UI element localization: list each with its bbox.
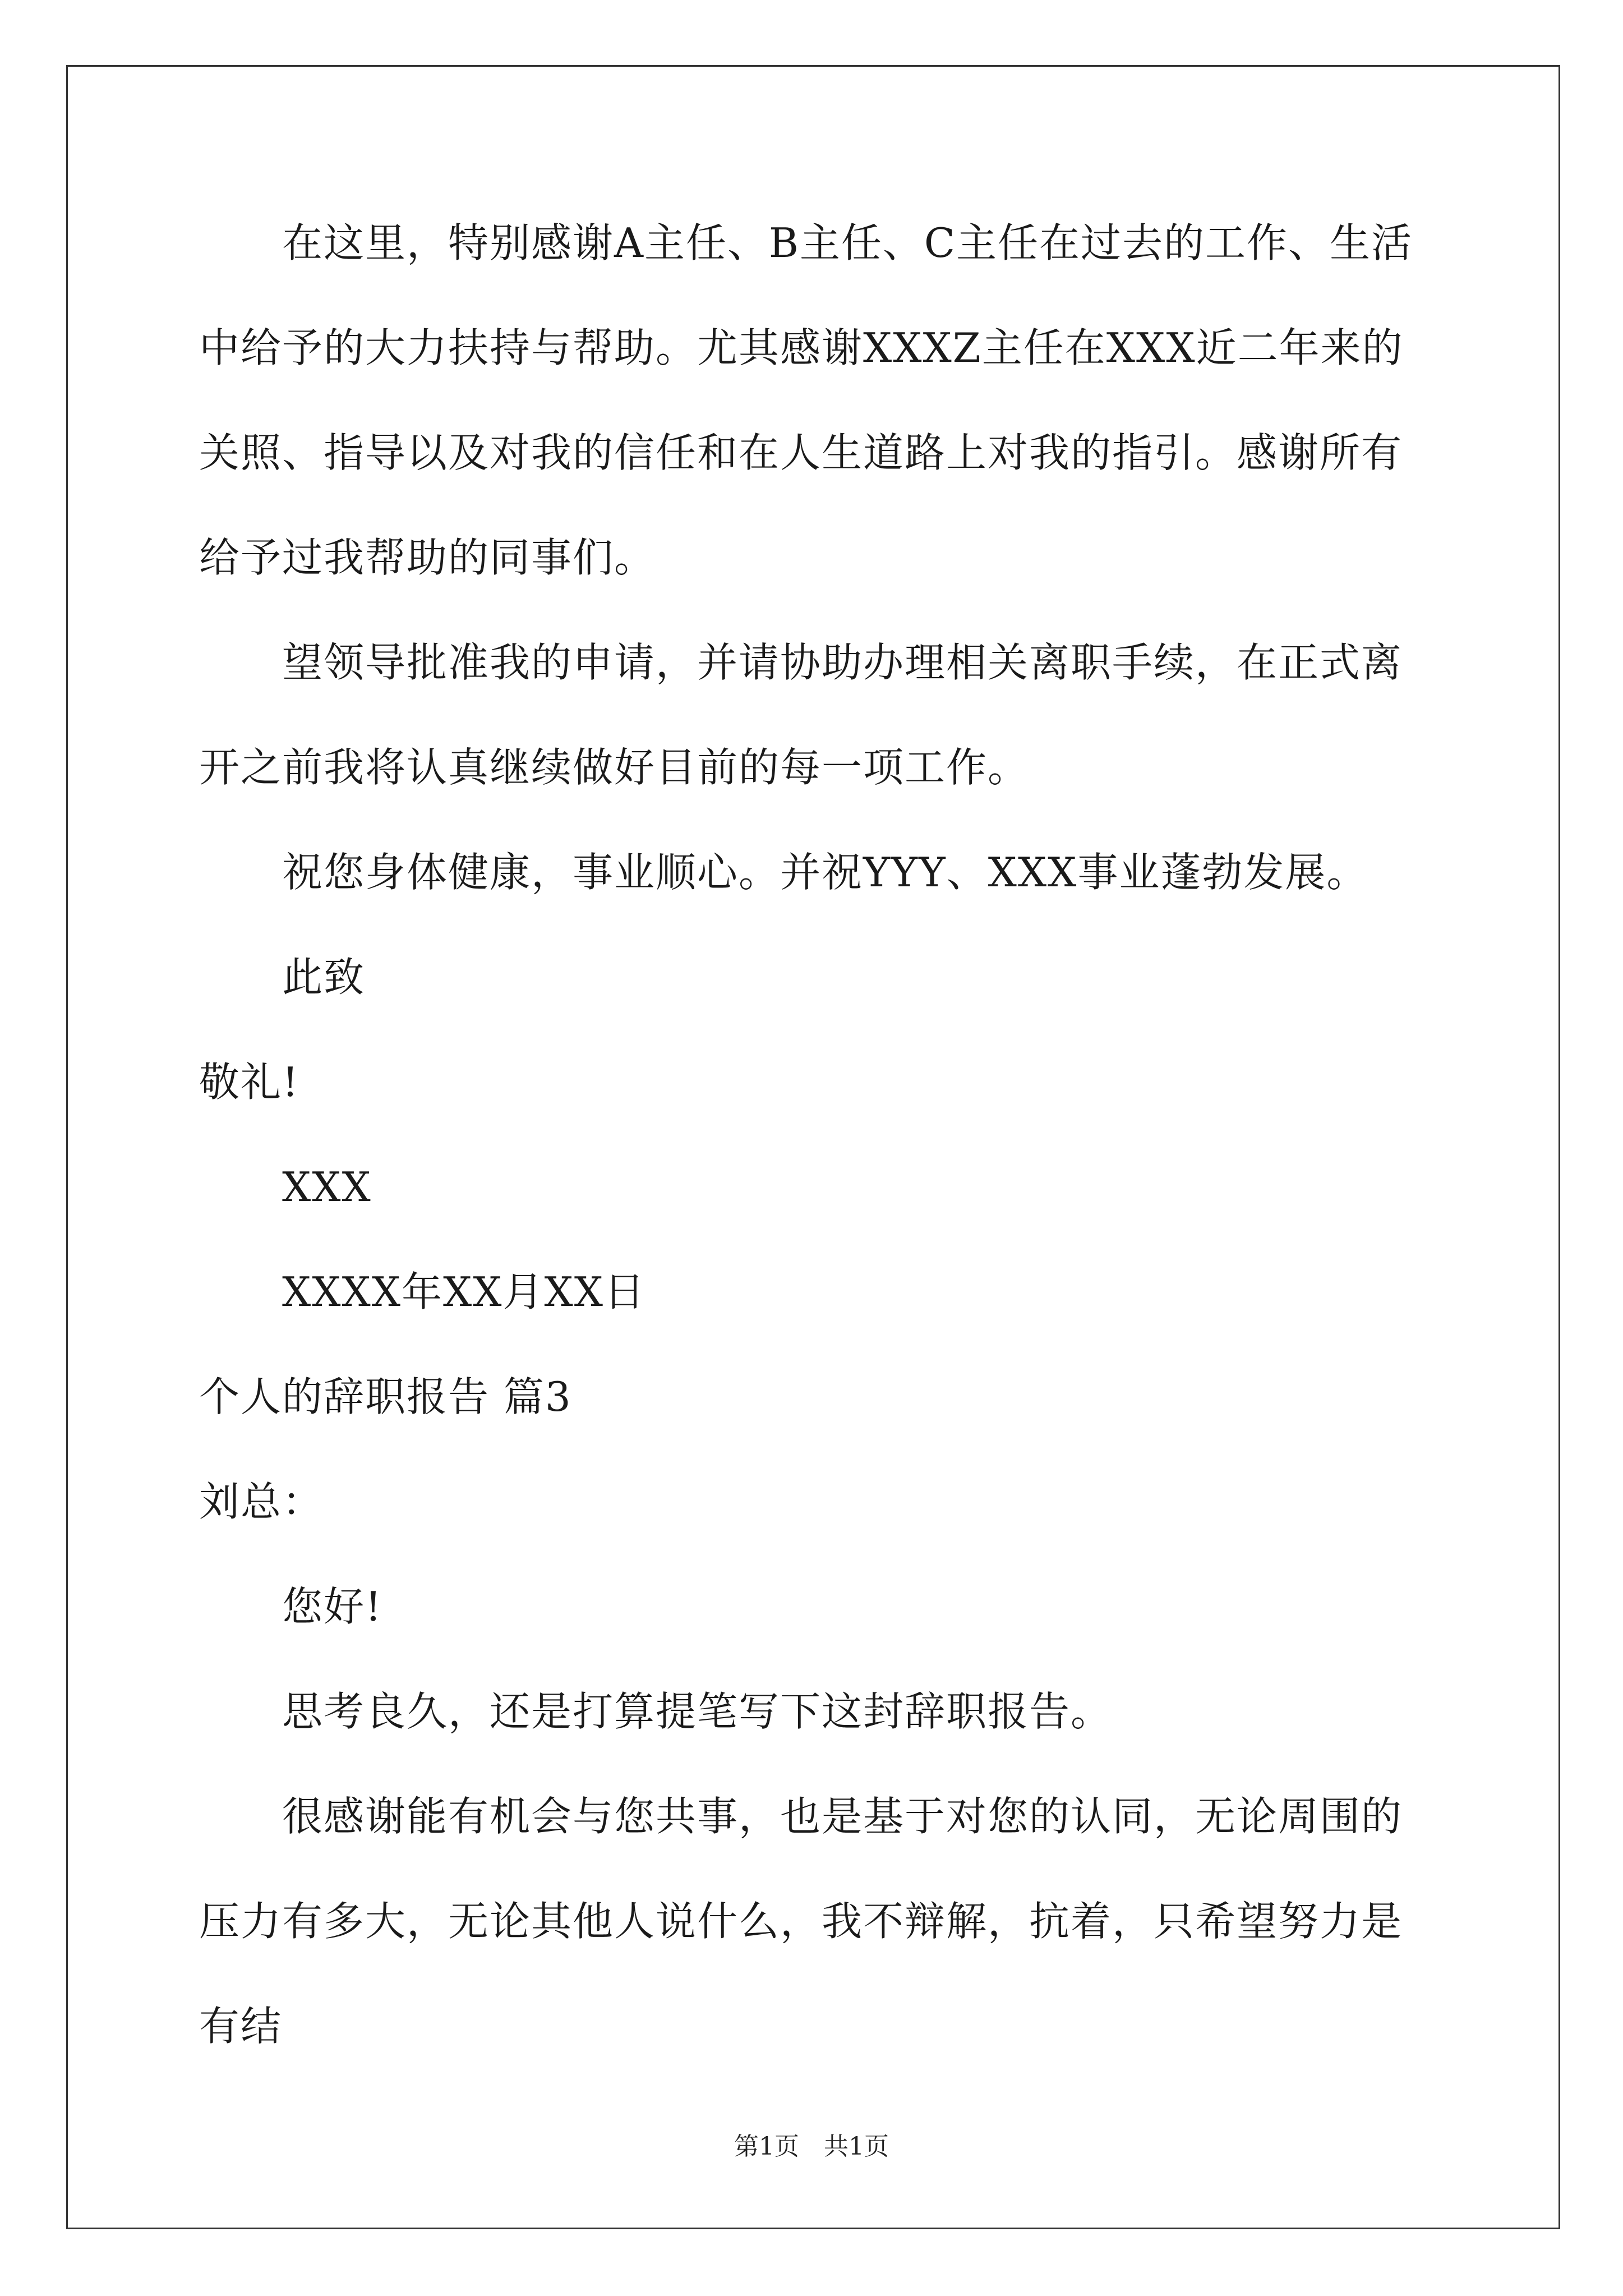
section-title: 个人的辞职报告 篇3 xyxy=(199,1373,572,1420)
paragraph-intro: 思考良久，还是打算提笔写下这封辞职报告。 xyxy=(282,1688,1113,1735)
document-body xyxy=(199,191,1427,2079)
paragraph-thanks: 在这里，特别感谢A主任、B主任、C主任在过去的工作、生活中给予的大力扶持与帮助。尤其感谢XXXZ主任在XXX近二年来的关照、指导以及对我的信任和在人生道路上对我的指引。感谢所有给予过我帮助的同事们。 xyxy=(199,219,1413,581)
paragraph-gratitude: 很感谢能有机会与您共事，也是基于对您的认同，无论周围的压力有多大，无论其他人说什么，我不辩解，抗着，只希望努力是有结 xyxy=(199,1793,1403,2050)
closing-cizhi: 此致 xyxy=(282,954,366,1001)
greeting: 您好! xyxy=(282,1583,382,1630)
page-footer: 第1页 共1页 xyxy=(734,2132,889,2161)
closing-jingli: 敬礼! xyxy=(199,1059,299,1106)
paragraph-request: 望领导批准我的申请，并请协助办理相关离职手续，在正式离开之前我将认真继续做好目前的每一项工作。 xyxy=(199,639,1403,791)
signature-name: XXX xyxy=(282,1163,372,1211)
salutation: 刘总： xyxy=(199,1478,324,1525)
signature-date: XXXX年XX月XX日 xyxy=(282,1268,646,1315)
paragraph-wishes: 祝您身体健康，事业顺心。并祝YYY、XXX事业蓬勃发展。 xyxy=(282,849,1368,896)
